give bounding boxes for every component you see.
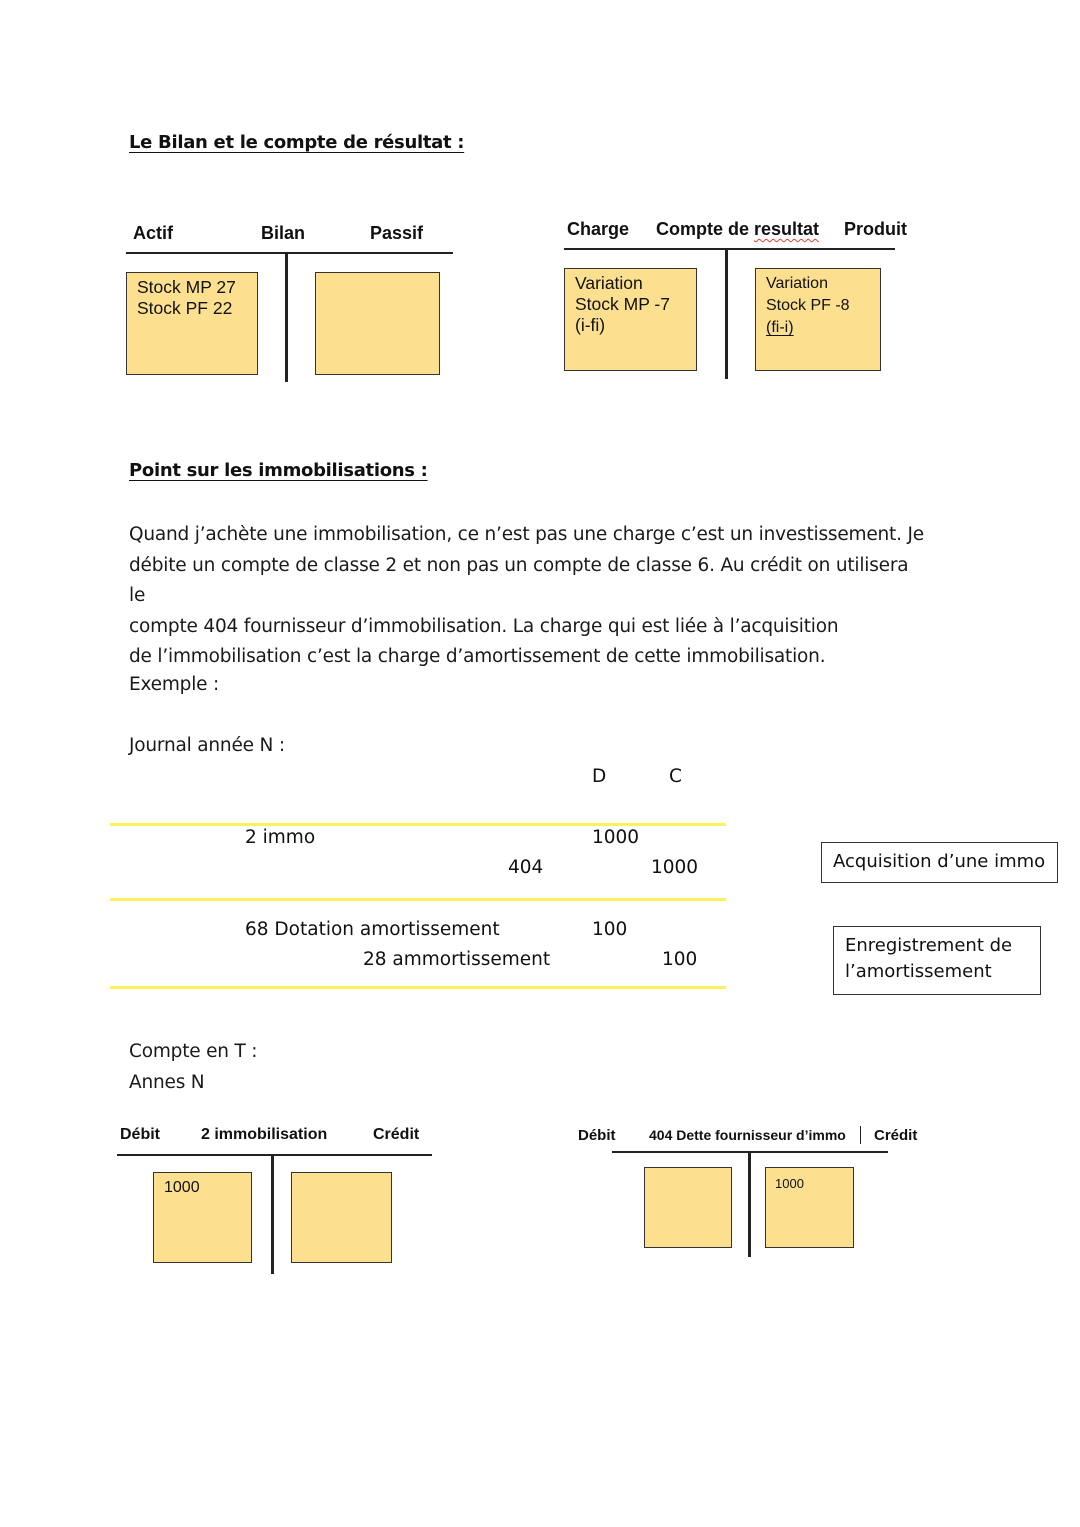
note-line: Stock PF 22 bbox=[137, 298, 233, 318]
resultat-t-vertical bbox=[725, 250, 728, 379]
exemple-label: Exemple : bbox=[129, 674, 220, 695]
resultat-charge-label: Charge bbox=[567, 219, 630, 239]
comment-line: Enregistrement de bbox=[845, 935, 1013, 956]
resultat-title-part: Compte de bbox=[656, 219, 755, 239]
journal-col-debit: D bbox=[592, 766, 607, 787]
bilan-t-horizontal bbox=[126, 252, 453, 254]
journal-entry-debit-account: 68 Dotation amortissement bbox=[245, 919, 500, 940]
resultat-title-word: resultat bbox=[754, 219, 820, 239]
resultat-produit-label: Produit bbox=[844, 219, 907, 239]
journal-entry-credit-account: 28 ammortissement bbox=[363, 949, 551, 970]
paragraph-line: débite un compte de classe 2 et non pas un compte de classe 6. Au crédit on utilisera le bbox=[129, 554, 909, 606]
resultat-t-horizontal bbox=[564, 248, 895, 250]
journal-rule bbox=[110, 898, 726, 901]
t-account-name: 404 Dette fournisseur d’immo bbox=[649, 1127, 846, 1143]
t-account-vertical bbox=[748, 1153, 751, 1257]
comment-line: l’amortissement bbox=[845, 961, 992, 982]
journal-entry-debit-amount: 1000 bbox=[592, 827, 640, 848]
journal-entry-debit-account: 2 immo bbox=[245, 827, 316, 848]
note-line: Variation bbox=[766, 275, 828, 292]
bilan-passif-note bbox=[315, 272, 440, 375]
t-account-debit-box bbox=[644, 1167, 732, 1248]
section-heading-bilan: Le Bilan et le compte de résultat : bbox=[129, 132, 465, 153]
bilan-title: Bilan bbox=[261, 223, 306, 243]
note-line: Variation bbox=[575, 273, 643, 293]
bilan-t-vertical bbox=[285, 254, 288, 382]
journal-title: Journal année N : bbox=[129, 735, 285, 756]
immobilisation-paragraph bbox=[129, 520, 929, 673]
journal-entry-credit-amount: 1000 bbox=[651, 857, 699, 878]
journal-rule bbox=[110, 823, 726, 826]
note-line: Stock PF -8 bbox=[766, 297, 850, 314]
t-account-credit-box bbox=[291, 1172, 392, 1263]
t-account-vertical bbox=[271, 1156, 274, 1274]
resultat-produit-note bbox=[755, 268, 881, 371]
compte-t-title: Compte en T : bbox=[129, 1041, 258, 1062]
t-account-name: 2 immobilisation bbox=[201, 1126, 328, 1143]
paragraph-line: compte 404 fournisseur d’immobilisation. La charge qui est liée à l’acquisition bbox=[129, 615, 839, 637]
bilan-passif-label: Passif bbox=[370, 223, 424, 243]
section-heading-immobilisations: Point sur les immobilisations : bbox=[129, 460, 428, 481]
t-account-debit-box bbox=[153, 1172, 252, 1263]
journal-entry-debit-amount: 100 bbox=[592, 919, 628, 940]
journal-entry-credit-amount: 100 bbox=[662, 949, 698, 970]
paragraph-line: Quand j’achète une immobilisation, ce n’est pas une charge c’est un investissement. Je bbox=[129, 524, 924, 545]
note-line: (fi-i) bbox=[766, 319, 794, 336]
annee-label: Annes N bbox=[129, 1072, 205, 1093]
journal-entry-credit-account: 404 bbox=[508, 857, 544, 878]
journal-entry-comment bbox=[833, 926, 1041, 995]
t-account-horizontal bbox=[117, 1154, 432, 1156]
note-line: Stock MP 27 bbox=[137, 277, 236, 297]
journal-entry-comment: Acquisition d’une immo bbox=[821, 842, 1058, 883]
t-account-credit-label: Crédit bbox=[874, 1127, 918, 1144]
resultat-title bbox=[656, 219, 819, 240]
note-line: Stock MP -7 bbox=[575, 294, 670, 314]
resultat-charge-note bbox=[564, 268, 697, 371]
bilan-actif-note bbox=[126, 272, 258, 375]
t-account-credit-box bbox=[765, 1167, 854, 1248]
journal-col-credit: C bbox=[669, 766, 682, 787]
t-account-credit-value: 1000 bbox=[775, 1176, 804, 1191]
bilan-actif-label: Actif bbox=[133, 223, 173, 243]
t-account-debit-value: 1000 bbox=[164, 1179, 200, 1196]
text-cursor bbox=[860, 1126, 861, 1144]
paragraph-line: de l’immobilisation c’est la charge d’amortissement de cette immobilisation. bbox=[129, 646, 826, 667]
journal-rule bbox=[110, 986, 726, 989]
t-account-credit-label: Crédit bbox=[373, 1126, 420, 1143]
t-account-debit-label: Débit bbox=[578, 1127, 616, 1144]
t-account-debit-label: Débit bbox=[120, 1126, 160, 1143]
note-line: (i-fi) bbox=[575, 315, 606, 335]
